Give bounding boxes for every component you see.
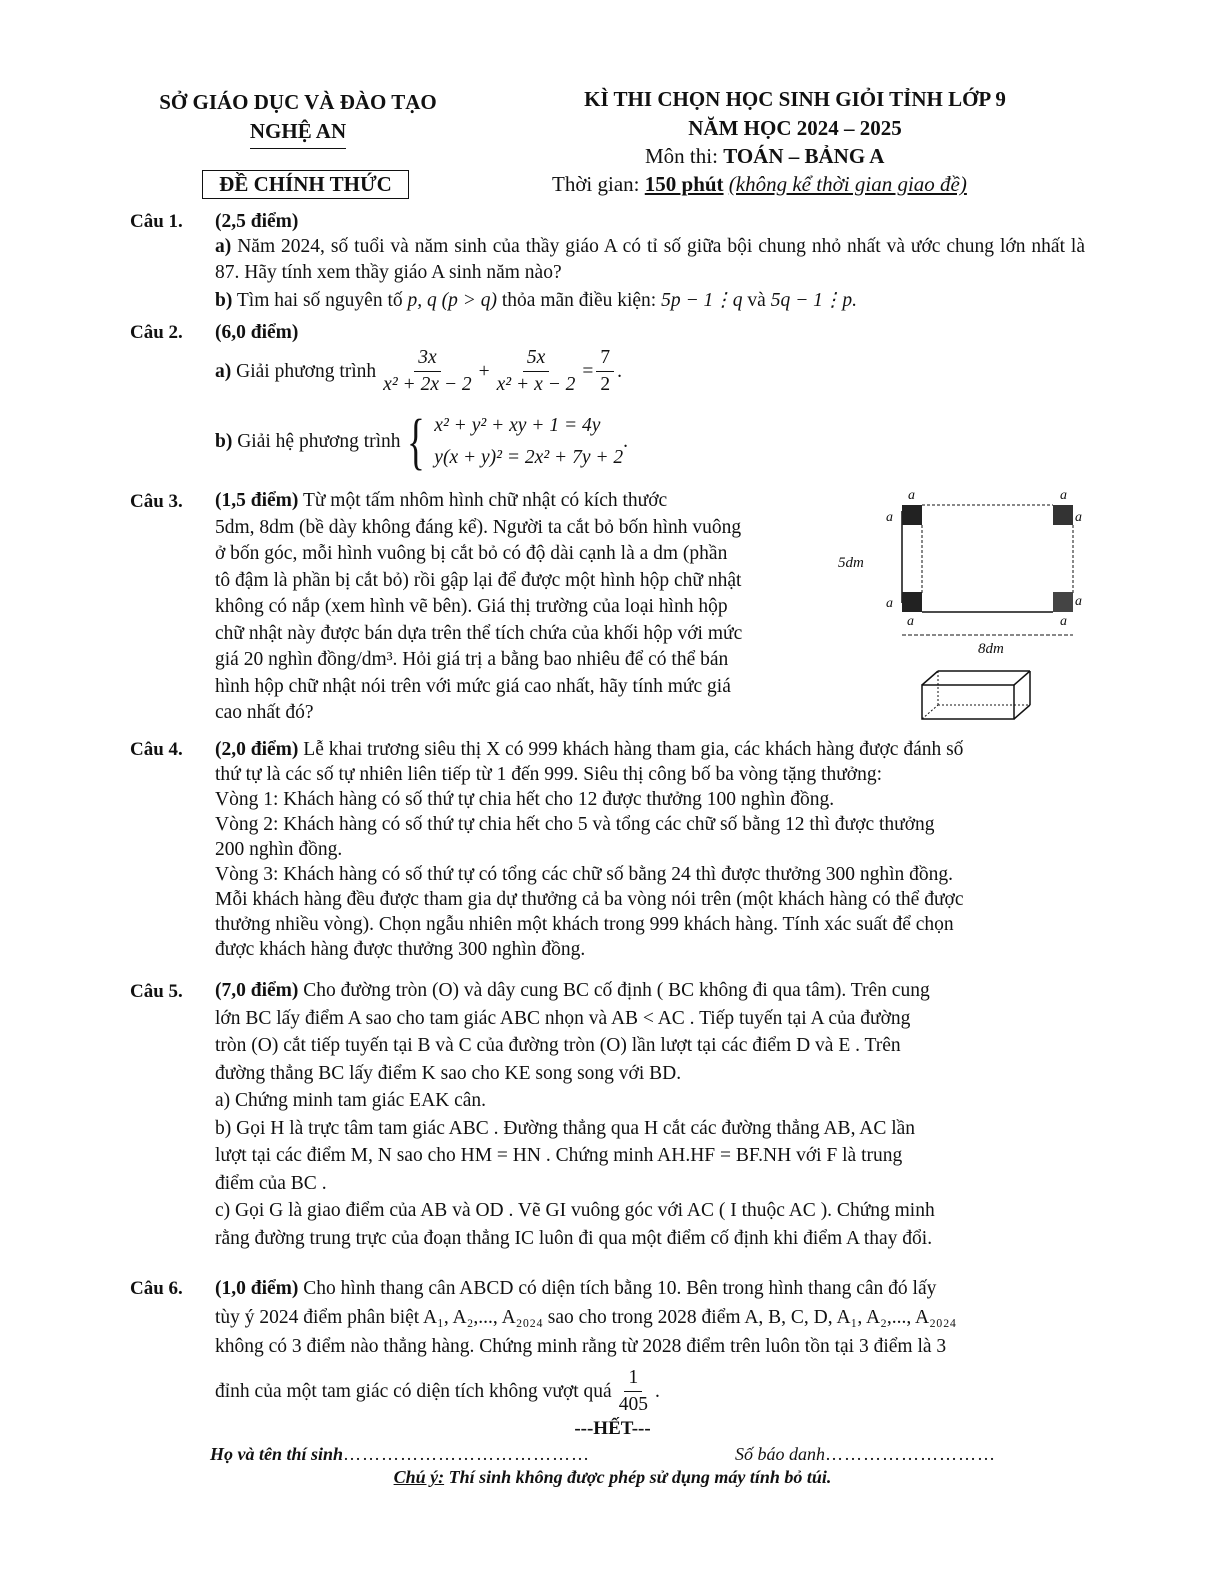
q4-line-2: thứ tự là các số tự nhiên liên tiếp từ 1 đến 999. Siêu thị công bố ba vòng tặng thưởng:: [215, 764, 883, 785]
cut-square-bottom-left: [902, 592, 922, 612]
cut-square-top-right: [1053, 505, 1073, 525]
q2-b-label: b): [215, 431, 233, 452]
q2-part-b: [215, 410, 628, 474]
q4-points: (2,0 điểm): [215, 739, 299, 760]
q1-a-label: a): [215, 236, 232, 257]
q5-line-6: b) Gọi H là trực tâm tam giác ABC . Đường thẳng qua H cắt các đường thẳng AB, AC lần: [215, 1117, 916, 1139]
q1-b-text: Tìm hai số nguyên tố: [236, 290, 403, 311]
q4-line-4: Vòng 2: Khách hàng có số thứ tự chia hết cho 5 và tổng các chữ số bằng 12 thì được thưởng: [215, 814, 935, 835]
q1-b-and: và: [747, 290, 766, 311]
q6-end: .: [654, 1381, 660, 1402]
q5-line-9: c) Gọi G là giao điểm của AB và OD . Vẽ GI vuông góc với AC ( I thuộc AC ). Chứng minh: [215, 1200, 935, 1221]
note-prefix: Chú ý:: [393, 1467, 445, 1487]
q6-line-2: tùy ý 2024 điểm phân biệt A₁, A₂,..., A₂₀₂₄ sao cho trong 2028 điểm A, B, C, D, A₁, A₂,..., A₂₀₂₄: [215, 1307, 957, 1328]
q1-b-label: b): [215, 290, 233, 311]
q2-a-text: Giải phương trình: [236, 360, 377, 382]
q2-a-end: .: [617, 360, 623, 382]
q4-line-6: Vòng 3: Khách hàng có số thứ tự có tổng các chữ số bằng 24 thì được thưởng 300 nghìn đồng.: [215, 864, 953, 885]
q6-label: Câu 6.: [130, 1278, 183, 1299]
time-prefix: Thời gian:: [552, 172, 645, 196]
q6-body: [215, 1274, 1075, 1416]
official-exam-stamp: ĐỀ CHÍNH THỨC: [202, 170, 409, 199]
q4-line-3: Vòng 1: Khách hàng có số thứ tự chia hết cho 12 được thưởng 100 nghìn đồng.: [215, 789, 835, 810]
q3-label: Câu 3.: [130, 491, 183, 512]
school-year: NĂM HỌC 2024 – 2025: [688, 116, 902, 140]
q3-line-3: ở bốn góc, mỗi hình vuông bị cắt bỏ có độ dài cạnh là a dm (phần: [215, 543, 728, 564]
label-a-right-top: a: [1075, 510, 1082, 525]
q5-line-7: lượt tại các điểm M, N sao cho HM = HN . Chứng minh AH.HF = BF.NH với F là trung: [215, 1145, 903, 1166]
header-divider: [250, 148, 346, 149]
q6-points: (1,0 điểm): [215, 1278, 299, 1299]
end-mark: ---HẾT---: [574, 1418, 651, 1439]
q6-line-3: không có 3 điểm nào thẳng hàng. Chứng minh rằng từ 2028 điểm trên luôn tồn tại 3 điểm là 3: [215, 1336, 947, 1357]
label-a-right-bottom: a: [1075, 594, 1082, 609]
system-brace: {: [406, 408, 425, 476]
q4-body: [215, 737, 1075, 962]
q2-plus: +: [478, 360, 490, 382]
province-name: NGHỆ AN: [249, 119, 347, 143]
q6-frac-den: 405: [618, 1394, 648, 1415]
q3-line-8: hình hộp chữ nhật nói trên với mức giá cao nhất, hãy tính mức giá: [215, 675, 731, 697]
q3-body: [215, 488, 825, 727]
candidate-id-line: [735, 1444, 996, 1465]
q1-part-b: [215, 288, 857, 314]
q6-line-4: đỉnh của một tam giác có diện tích không vượt quá: [215, 1381, 612, 1402]
q5-label: Câu 5.: [130, 981, 183, 1002]
q2-label: Câu 2.: [130, 322, 183, 343]
q2-f1-den: x² + 2x − 2: [383, 374, 472, 395]
q1-b-cond: thỏa mãn điều kiện:: [501, 290, 657, 311]
label-a-left-bottom: a: [886, 596, 893, 611]
q2-sys-eq1: x² + y² + xy + 1 = 4y: [434, 415, 601, 436]
candidate-name-blank: …………………………………: [343, 1444, 591, 1464]
q4-line-8: thưởng nhiều vòng). Chọn ngẫu nhiên một khách trong 999 khách hàng. Tính xác suất để chọn: [215, 914, 954, 935]
footer-note: [0, 1467, 1225, 1488]
subject-prefix: Môn thi:: [645, 144, 724, 168]
q3-line-6: chữ nhật này được bán dựa trên thể tích chứa của khối hộp với mức: [215, 622, 743, 644]
q3-line-5: không có nắp (xem hình vẽ bên). Giá thị trường của loại hình hộp: [215, 596, 728, 617]
q2-system: [401, 410, 624, 474]
open-box-drawing: [922, 671, 1030, 719]
candidate-id-label: Số báo danh: [735, 1444, 825, 1464]
q1-points: (2,5 điểm): [215, 211, 299, 232]
q2-f1-num: 3x: [414, 347, 440, 372]
q6-fraction: [615, 1367, 652, 1416]
q2-fraction-3: [596, 347, 614, 396]
q2-part-a: [215, 347, 622, 396]
q5-points: (7,0 điểm): [215, 980, 299, 1001]
q1-b-expr1: 5p − 1⋮q: [661, 290, 743, 311]
subject-line: [645, 144, 884, 169]
q3-line-7: giá 20 nghìn đồng/dm³. Hỏi giá trị a bằng bao nhiêu để có thể bán: [215, 649, 729, 670]
q5-body: [215, 977, 1075, 1252]
q5-line-1: Cho đường tròn (O) và dây cung BC cố định ( BC không đi qua tâm). Trên cung: [303, 980, 930, 1001]
q4-line-9: được khách hàng được thưởng 300 nghìn đồng.: [215, 939, 586, 960]
q2-f3-den: 2: [600, 374, 611, 395]
label-a-top-left: a: [908, 488, 915, 503]
candidate-name-label: Họ và tên thí sinh: [210, 1444, 344, 1464]
q2-fraction-2: [493, 347, 580, 396]
exam-title: KÌ THI CHỌN HỌC SINH GIỎI TỈNH LỚP 9: [584, 87, 1006, 111]
label-a-left-top: a: [886, 510, 893, 525]
label-a-bottom-left: a: [907, 614, 914, 629]
q1-label: Câu 1.: [130, 211, 183, 232]
label-a-bottom-right: a: [1060, 614, 1067, 629]
q6-frac-num: 1: [624, 1367, 642, 1392]
label-width-8dm: 8dm: [978, 641, 1004, 657]
q1-b-vars: p, q (p > q): [407, 290, 498, 311]
q1-a-text: Năm 2024, số tuổi và năm sinh của thầy giáo A có tỉ số giữa bội chung nhỏ nhất và ước chung lớn nhất là 87. Hãy tính xem thầy giáo A sinh năm nào?: [215, 236, 1085, 283]
cut-square-bottom-right: [1053, 592, 1073, 612]
candidate-id-blank: ………………………: [825, 1444, 996, 1464]
time-value: 150 phút: [644, 172, 724, 196]
q2-sys-eq2: y(x + y)² = 2x² + 7y + 2: [434, 447, 624, 468]
q5-line-3: tròn (O) cắt tiếp tuyến tại B và C của đường tròn (O) lần lượt tại các điểm D và E . Trên: [215, 1035, 901, 1056]
q5-line-5: a) Chứng minh tam giác EAK cân.: [215, 1090, 487, 1111]
q6-line-1: Cho hình thang cân ABCD có diện tích bằng 10. Bên trong hình thang cân đó lấy: [303, 1278, 937, 1299]
q3-line-4: tô đậm là phần bị cắt bỏ) rồi gập lại để được một hình hộp chữ nhật: [215, 569, 742, 591]
department-name: SỞ GIÁO DỤC VÀ ĐÀO TẠO: [159, 90, 437, 114]
q2-b-text: Giải hệ phương trình: [237, 431, 401, 452]
label-height-5dm: 5dm: [838, 555, 864, 571]
note-text: Thí sinh không được phép sử dụng máy tính bỏ túi.: [444, 1467, 832, 1487]
q2-points: (6,0 điểm): [215, 322, 299, 343]
q4-label: Câu 4.: [130, 739, 183, 760]
q1-b-expr2: 5q − 1⋮p.: [770, 290, 857, 311]
q2-b-end: .: [623, 431, 629, 452]
q3-line-1: Từ một tấm nhôm hình chữ nhật có kích thước: [302, 490, 668, 511]
q4-line-1: Lễ khai trương siêu thị X có 999 khách hàng tham gia, các khách hàng được đánh số: [303, 739, 964, 760]
q2-f3-num: 7: [596, 347, 614, 372]
q2-fraction-1: [379, 347, 475, 396]
q5-line-2: lớn BC lấy điểm A sao cho tam giác ABC nhọn và AB < AC . Tiếp tuyến tại A của đường: [215, 1007, 911, 1029]
q2-f2-num: 5x: [523, 347, 549, 372]
q5-line-8: điểm của BC .: [215, 1172, 327, 1194]
q1-part-a: [215, 234, 1085, 286]
q3-line-9: cao nhất đó?: [215, 702, 314, 723]
q2-equals: =: [582, 360, 594, 382]
q5-line-4: đường thẳng BC lấy điểm K sao cho KE song song với BD.: [215, 1062, 682, 1084]
q3-points: (1,5 điểm): [215, 490, 299, 511]
q4-line-5: 200 nghìn đồng.: [215, 839, 343, 860]
q4-line-7: Mỗi khách hàng đều được tham gia dự thưởng cả ba vòng nói trên (một khách hàng có thể được: [215, 889, 964, 910]
q3-line-2: 5dm, 8dm (bề dày không đáng kể). Người ta cắt bỏ bốn hình vuông: [215, 516, 742, 538]
q5-line-10: rằng đường trung trực của đoạn thẳng IC luôn đi qua một điểm cố định khi điểm A thay đổi.: [215, 1227, 933, 1249]
time-line: [552, 172, 967, 197]
q2-f2-den: x² + x − 2: [496, 374, 576, 395]
candidate-name-line: [210, 1444, 590, 1465]
cut-square-top-left: [902, 505, 922, 525]
subject-name: TOÁN – BẢNG A: [723, 144, 885, 168]
q3-figure: [830, 485, 1080, 725]
label-a-top-right: a: [1060, 488, 1067, 503]
q2-a-label: a): [215, 360, 232, 382]
time-note: (không kể thời gian giao đề): [728, 172, 967, 196]
